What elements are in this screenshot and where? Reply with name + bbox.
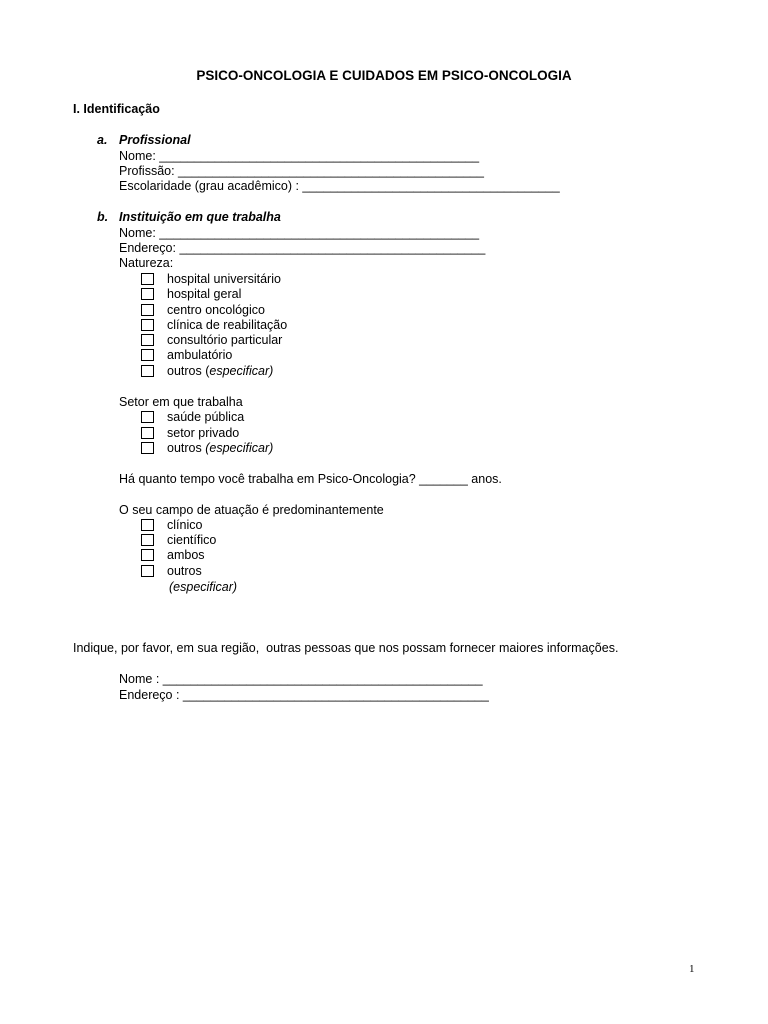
checkbox-ambos[interactable] xyxy=(141,549,154,561)
checkbox-hospital-universitario[interactable] xyxy=(141,273,154,285)
option-label: outros xyxy=(167,364,202,378)
referral-nome-field[interactable]: Nome : ______________________________________________ xyxy=(119,672,483,686)
checkbox-natureza-outros[interactable] xyxy=(141,365,154,377)
checkbox-setor-outros[interactable] xyxy=(141,442,154,454)
checkbox-setor-privado[interactable] xyxy=(141,427,154,439)
checkbox-cientifico[interactable] xyxy=(141,534,154,546)
profissional-heading: Profissional xyxy=(119,133,191,147)
campo-label: O seu campo de atuação é predominantemente xyxy=(119,503,384,517)
instituicao-endereco-field[interactable]: Endereço: ____________________________________________ xyxy=(119,241,486,255)
document-title: PSICO-ONCOLOGIA E CUIDADOS EM PSICO-ONCOLOGIA xyxy=(196,68,572,83)
section-heading-identificacao: I. Identificação xyxy=(73,102,160,116)
checkbox-clinico[interactable] xyxy=(141,519,154,531)
setor-label: Setor em que trabalha xyxy=(119,395,243,409)
especificar-note: (especificar) xyxy=(205,441,274,455)
option-label: outros xyxy=(167,441,202,455)
option-label: outros xyxy=(167,564,202,578)
natureza-outros-line xyxy=(167,364,273,379)
checkbox-hospital-geral[interactable] xyxy=(141,288,154,300)
checkbox-campo-outros[interactable] xyxy=(141,565,154,577)
option-label: setor privado xyxy=(167,426,240,440)
option-label: hospital geral xyxy=(167,287,242,301)
especificar-note: (especificar) xyxy=(169,580,238,594)
instituicao-heading: Instituição em que trabalha xyxy=(119,210,281,224)
option-label: ambos xyxy=(167,548,205,562)
checkbox-consultorio-particular[interactable] xyxy=(141,334,154,346)
option-label: clínica de reabilitação xyxy=(167,318,288,332)
option-label: centro oncológico xyxy=(167,303,265,317)
profissional-escolaridade-field[interactable]: Escolaridade (grau acadêmico) : _____________________________________ xyxy=(119,179,560,193)
option-label: saúde pública xyxy=(167,410,245,424)
checkbox-centro-oncologico[interactable] xyxy=(141,304,154,316)
profissional-profissao-field[interactable]: Profissão: ____________________________________________ xyxy=(119,164,484,178)
setor-outros-line xyxy=(167,441,273,456)
option-label: clínico xyxy=(167,518,203,532)
referral-instruction: Indique, por favor, em sua região, outras pessoas que nos possam fornecer maiores informações. xyxy=(73,641,619,655)
checkbox-saude-publica[interactable] xyxy=(141,411,154,423)
checkbox-ambulatorio[interactable] xyxy=(141,349,154,361)
especificar-note: especificar) xyxy=(209,364,274,378)
option-label: hospital universitário xyxy=(167,272,281,286)
natureza-label: Natureza: xyxy=(119,256,174,270)
profissional-nome-field[interactable]: Nome: ______________________________________________ xyxy=(119,149,480,163)
item-marker-b: b. xyxy=(97,210,109,224)
referral-endereco-field[interactable]: Endereço : ____________________________________________ xyxy=(119,688,489,702)
page-number: 1 xyxy=(689,963,695,975)
option-label: consultório particular xyxy=(167,333,283,347)
paren-open: ( xyxy=(205,364,210,378)
option-label: científico xyxy=(167,533,217,547)
tempo-question-field[interactable]: Há quanto tempo você trabalha em Psico-Oncologia? _______ anos. xyxy=(119,472,502,486)
item-marker-a: a. xyxy=(97,133,108,147)
checkbox-clinica-reabilitacao[interactable] xyxy=(141,319,154,331)
instituicao-nome-field[interactable]: Nome: ______________________________________________ xyxy=(119,226,480,240)
option-label: ambulatório xyxy=(167,348,233,362)
